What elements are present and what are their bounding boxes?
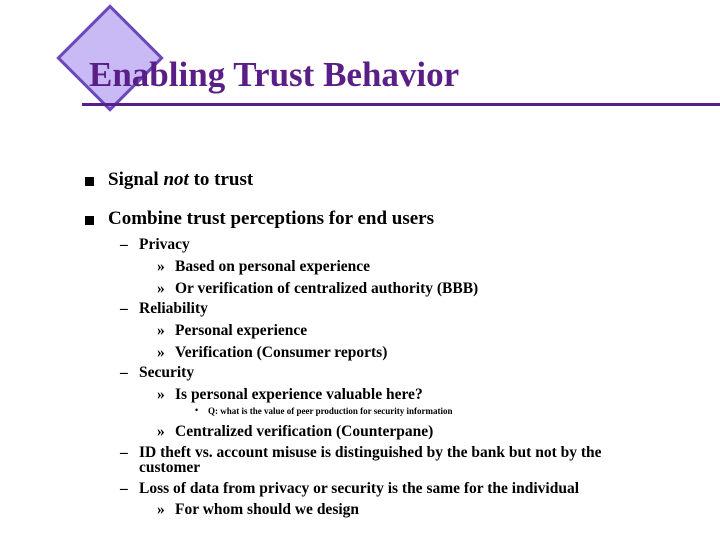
item-q-peer-production: Q: what is the value of peer production for security information <box>208 406 453 416</box>
chevron-marker: » <box>157 344 165 361</box>
item-personal-experience: Personal experience <box>175 322 308 339</box>
item-loss-of-data: Loss of data from privacy or security is the same for the individual <box>139 480 580 497</box>
item-reliability: Reliability <box>139 300 208 317</box>
dash-marker: – <box>120 444 128 461</box>
bullet-square <box>85 177 94 186</box>
dash-marker: – <box>120 300 128 317</box>
bullet-combine-trust: Combine trust perceptions for end users <box>108 208 434 229</box>
chevron-marker: » <box>157 322 165 339</box>
bullet-dot-marker: • <box>195 405 199 415</box>
item-is-personal-experience-valuable: Is personal experience valuable here? <box>175 386 423 403</box>
dash-marker: – <box>120 364 128 381</box>
chevron-marker: » <box>157 386 165 403</box>
slide-title: Enabling Trust Behavior <box>89 55 460 94</box>
item-security: Security <box>139 364 195 381</box>
item-id-theft: ID theft vs. account misuse is distinguished by the bank but not by the <box>139 444 602 461</box>
bullet-signal-not-to-trust: Signal not to trust <box>108 169 254 190</box>
bullet-square <box>85 216 94 225</box>
item-or-verification-bbb: Or verification of centralized authority (BBB) <box>175 280 479 297</box>
chevron-marker: » <box>157 501 165 518</box>
item-for-whom-should-we-design: For whom should we design <box>175 501 360 518</box>
item-based-on-personal-experience: Based on personal experience <box>175 258 371 275</box>
item-id-theft-continued: customer <box>139 459 201 476</box>
item-privacy: Privacy <box>139 236 190 253</box>
chevron-marker: » <box>157 423 165 440</box>
dash-marker: – <box>120 236 128 253</box>
item-verification-consumer-reports: Verification (Consumer reports) <box>175 344 388 361</box>
chevron-marker: » <box>157 280 165 297</box>
dash-marker: – <box>120 480 128 497</box>
title-rule <box>82 103 720 106</box>
chevron-marker: » <box>157 258 165 275</box>
item-centralized-verification: Centralized verification (Counterpane) <box>175 423 434 440</box>
